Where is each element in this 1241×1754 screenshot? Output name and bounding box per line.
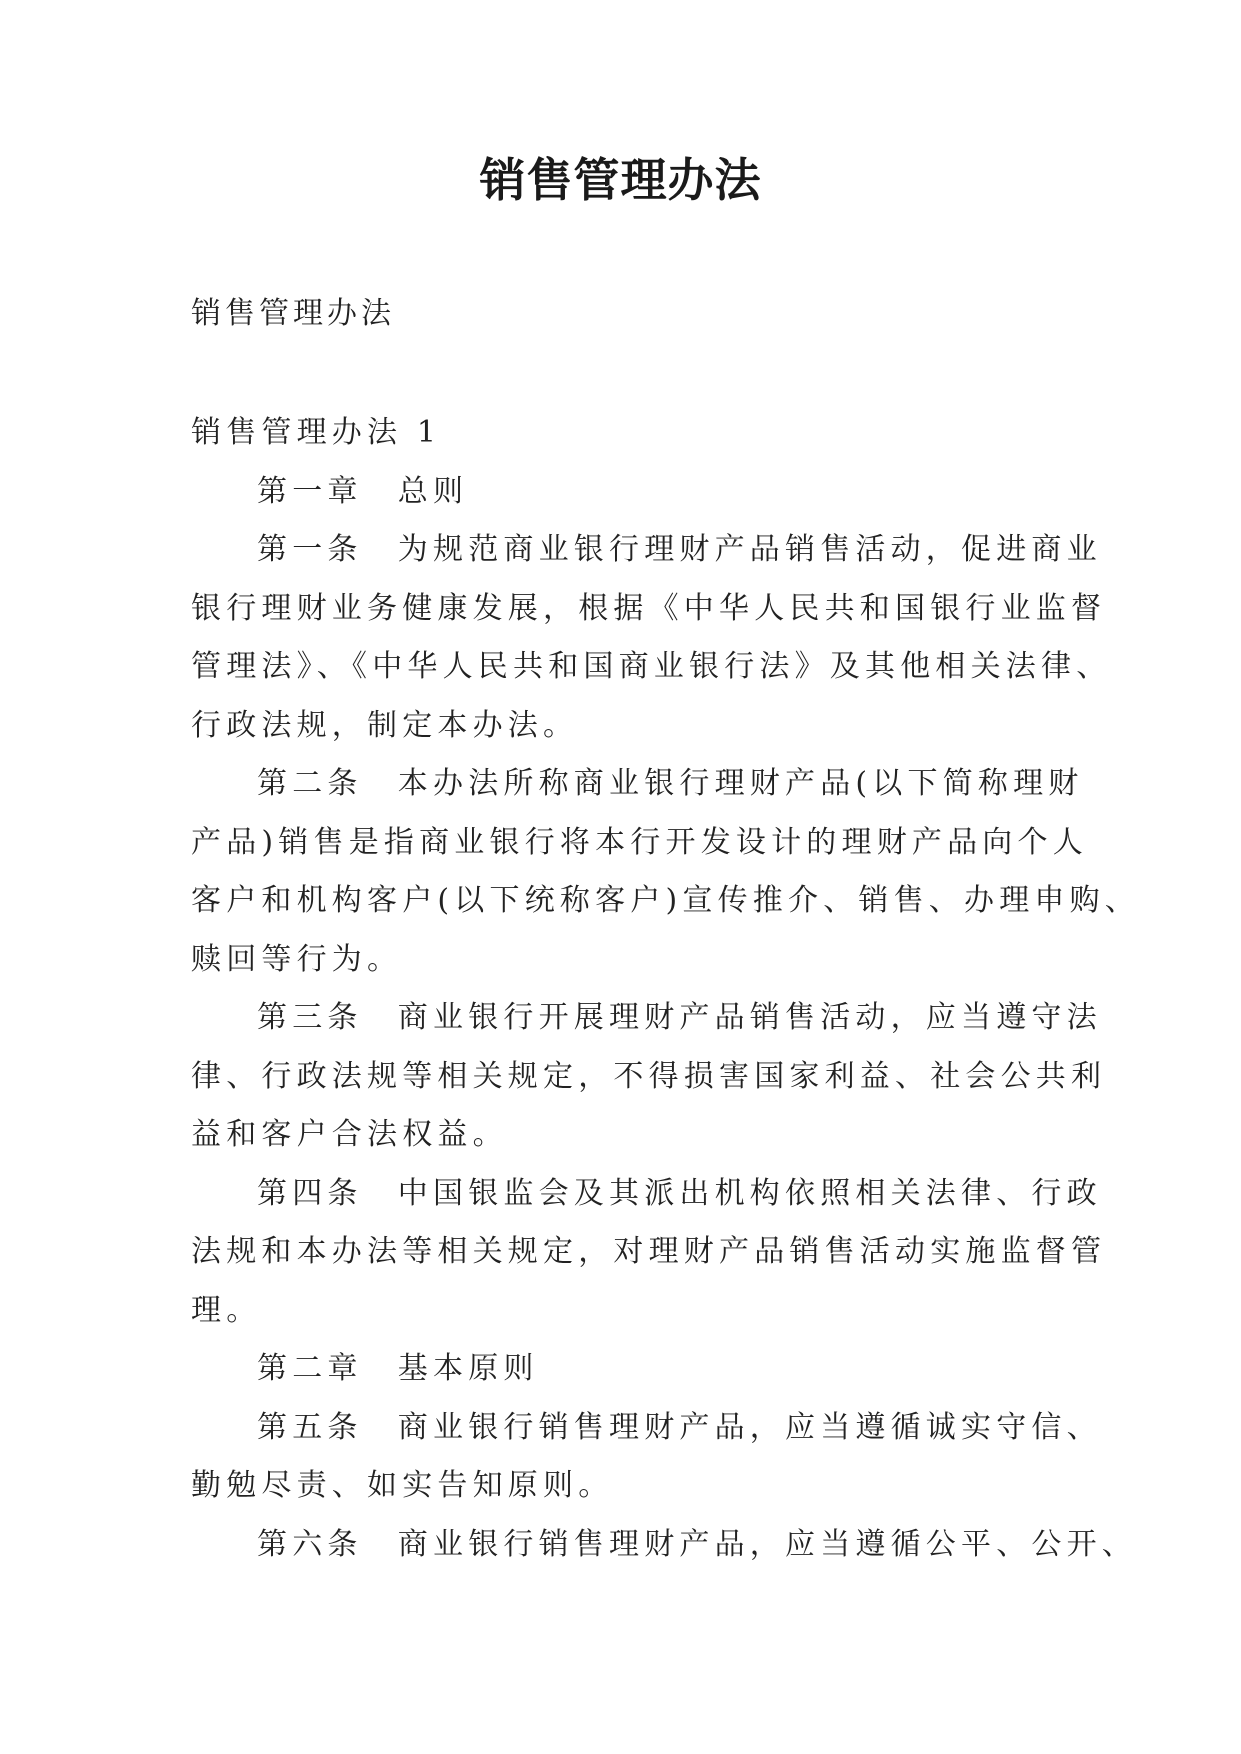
text-line: 法规和本办法等相关规定，对理财产品销售活动实施监督管 xyxy=(191,1234,1107,1269)
document-subtitle: 销售管理办法 xyxy=(191,296,395,331)
text-line: 客户和机构客户(以下统称客户)宣传推介、销售、办理申购、 xyxy=(191,883,1141,918)
text-line: 第五条 商业银行销售理财产品，应当遵循诚实守信、 xyxy=(257,1409,1102,1445)
text-line: 赎回等行为。 xyxy=(191,941,403,977)
text-line: 第一条 为规范商业银行理财产品销售活动，促进商业 xyxy=(257,532,1102,567)
text-line: 第二章 基本原则 xyxy=(257,1351,539,1386)
text-line: 行政法规，制定本办法。 xyxy=(191,707,579,743)
text-line: 第六条 商业银行销售理财产品，应当遵循公平、公开、 xyxy=(257,1526,1137,1562)
document-title: 销售管理办法 xyxy=(479,153,762,207)
text-line: 第四条 中国银监会及其派出机构依照相关法律、行政 xyxy=(257,1175,1102,1211)
text-line: 第二条 本办法所称商业银行理财产品(以下简称理财 xyxy=(257,766,1084,801)
text-line: 产品)销售是指商业银行将本行开发设计的理财产品向个人 xyxy=(191,824,1088,860)
text-line: 律、行政法规等相关规定，不得损害国家利益、社会公共利 xyxy=(191,1058,1107,1094)
text-line: 管理法》、《中华人民共和国商业银行法》及其他相关法律、 xyxy=(191,649,1112,684)
text-line: 益和客户合法权益。 xyxy=(191,1117,508,1152)
document-body xyxy=(191,404,1141,1574)
text-line: 银行理财业务健康发展，根据《中华人民共和国银行业监督 xyxy=(191,590,1107,626)
text-line: 理。 xyxy=(191,1292,262,1328)
text-line: 第一章 总则 xyxy=(257,473,469,509)
text-line: 勤勉尽责、如实告知原则。 xyxy=(191,1468,614,1503)
text-line: 销售管理办法 1 xyxy=(191,415,442,450)
text-line: 第三条 商业银行开展理财产品销售活动，应当遵守法 xyxy=(257,1000,1102,1035)
